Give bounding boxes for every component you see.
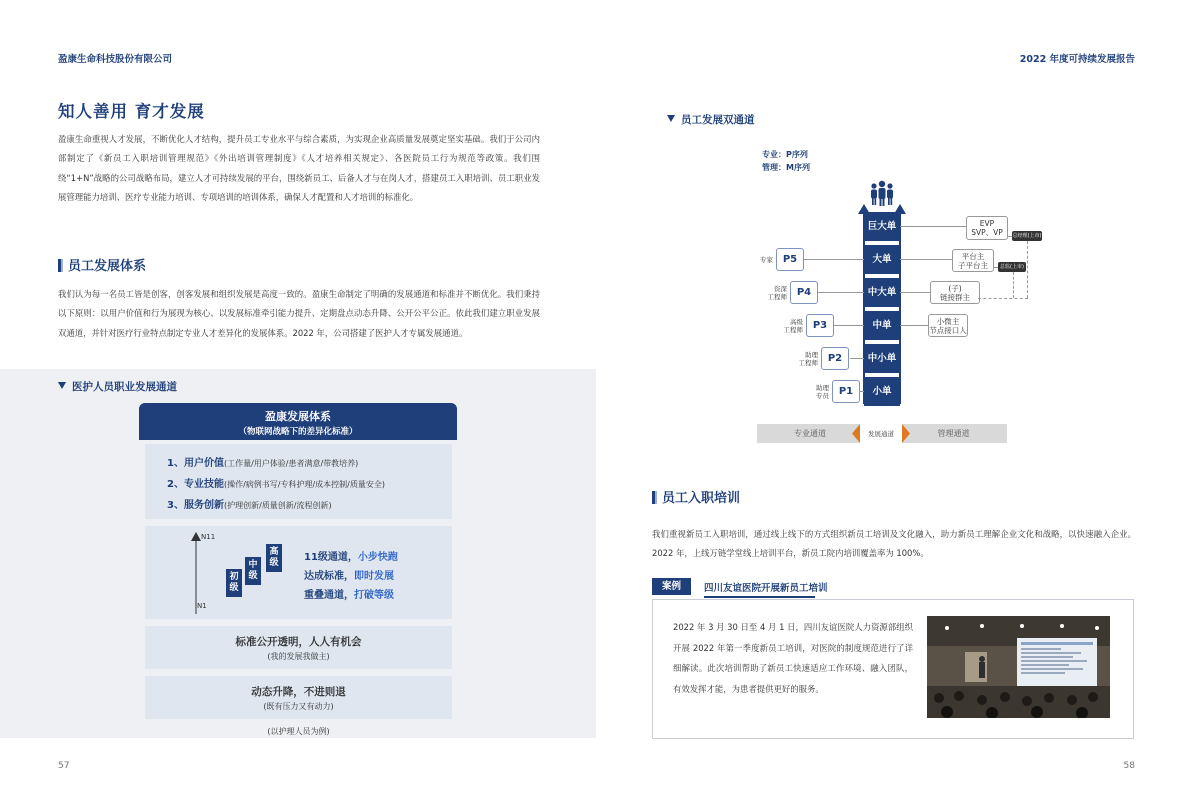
slogan-a: 11级通道， bbox=[304, 552, 358, 563]
value-item bbox=[167, 496, 452, 511]
transparency-sub: (我的发展我做主) bbox=[267, 652, 330, 661]
m-box: (子) 链接群主 bbox=[930, 281, 980, 304]
nurse-career-heading-text: 医护人员职业发展通道 bbox=[72, 381, 177, 393]
value-label: 3、服务创新 bbox=[167, 500, 224, 511]
ladder-box bbox=[145, 526, 452, 619]
slogan-b: 即时发展 bbox=[354, 571, 394, 582]
people-icon bbox=[869, 180, 895, 206]
company-name: 盈康生命科技股份有限公司 bbox=[58, 54, 173, 65]
step-middle: 中级 bbox=[245, 557, 261, 585]
dashed-connector bbox=[1027, 241, 1028, 298]
dual-channel-heading-text: 员工发展双通道 bbox=[681, 114, 755, 126]
dashed-connector bbox=[994, 267, 998, 268]
section-title: 员工入职培训 bbox=[662, 491, 741, 506]
m-box: 平台主 子平台主 bbox=[952, 249, 994, 272]
slogan-line bbox=[304, 586, 398, 605]
axis-bottom-label: N1 bbox=[197, 602, 207, 610]
onboarding-paragraph: 我们重视新员工入职培训，通过线上线下的方式组织新员工培训及文化融入，助力新员工理解企业文化和战略，以快速融入企业。2022 年，上线万链学堂线上培训平台，新员工院内培训覆盖率为 100%。 bbox=[652, 529, 1136, 559]
intro-paragraph: 盈康生命重视人才发展，不断优化人才结构，提升员工专业水平与综合素质，为实现企业高质量发展奠定坚实基础。我们于公司内部制定了《新员工入职培训管理规范》《外出培训管理制度》《人才培养相关规定》、各医院员工行为规范等政策。我们围绕“1+N”战略的公司战略布局，建立人才可持续发展的平台，围绕新员工、后备人才与在岗人才，搭建员工入职培训、员工职业发展管理能力培训、医疗专业能力培训、专项培训的培训体系，确保人才配置和人才培训的标准化。 bbox=[58, 134, 540, 202]
step-senior: 高级 bbox=[266, 544, 282, 572]
connector-line bbox=[817, 292, 864, 293]
level-cell: 大单 bbox=[864, 245, 900, 274]
transparency-box bbox=[145, 626, 452, 669]
value-detail: (护理创新/质量创新/流程创新) bbox=[223, 501, 332, 510]
dashed-connector bbox=[978, 298, 1028, 299]
level-cell: 中大单 bbox=[864, 278, 900, 307]
p-label: 专家 bbox=[760, 256, 773, 264]
triangle-down-icon bbox=[58, 382, 66, 389]
transparency-title: 标准公开透明，人人有机会 bbox=[235, 636, 362, 648]
channel-mgmt-label: 管理通道 bbox=[937, 429, 970, 438]
m-box: 小微主 节点接口人 bbox=[928, 314, 968, 337]
example-note: (以护理人员为例) bbox=[267, 727, 330, 736]
section-bar-icon bbox=[652, 491, 655, 504]
connector-line bbox=[850, 358, 864, 359]
badge-top: 总经理(上市) bbox=[1012, 233, 1042, 239]
step-junior: 初级 bbox=[226, 569, 242, 597]
dual-channel-heading bbox=[667, 112, 755, 127]
ladder-slogans bbox=[304, 548, 398, 605]
slogan-a: 重叠通道， bbox=[304, 590, 354, 601]
value-detail: (工作量/用户体验/患者满意/带教培养) bbox=[223, 459, 359, 468]
training-photo bbox=[927, 616, 1110, 718]
case-tag: 案例 bbox=[652, 578, 691, 595]
value-item bbox=[167, 454, 452, 469]
report-title: 2022 年度可持续发展报告 bbox=[1019, 54, 1135, 65]
value-item bbox=[167, 475, 452, 490]
level-cell: 巨大单 bbox=[864, 212, 900, 241]
system-header bbox=[139, 403, 457, 440]
channel-pro-label: 专业通道 bbox=[794, 429, 826, 438]
p-box-p5: P5 bbox=[776, 248, 804, 271]
dynamic-sub: (既有压力又有动力) bbox=[263, 702, 334, 711]
connector-line bbox=[900, 292, 930, 293]
dashed-connector bbox=[1013, 272, 1014, 298]
values-box bbox=[145, 444, 452, 519]
dynamic-box bbox=[145, 676, 452, 719]
value-label: 1、用户价值 bbox=[167, 458, 224, 469]
dynamic-title: 动态升降，不进则退 bbox=[251, 686, 346, 698]
section-title: 员工发展体系 bbox=[68, 259, 147, 274]
badge-mid: 总监(上市) bbox=[998, 262, 1026, 272]
p-box-p2: P2 bbox=[821, 347, 849, 370]
slogan-line bbox=[304, 548, 398, 567]
section-onboarding bbox=[652, 487, 740, 506]
case-title-underline bbox=[704, 596, 815, 598]
p-label: 高级 工程师 bbox=[783, 318, 803, 334]
p-label: 资深 工程师 bbox=[767, 285, 787, 301]
connector-line bbox=[804, 259, 864, 260]
connector-line bbox=[900, 259, 952, 260]
slogan-a: 达成标准， bbox=[304, 571, 354, 582]
case-text: 2022 年 3 月 30 日至 4 月 1 日，四川友谊医院人力资源部组织开展 2022 年第一季度新员工培训，对医院的制度规范进行了详细解读。此次培训帮助了新员工快速适应工作环境、融入团队，有效发挥才能，为患者提供更好的服务。 bbox=[673, 622, 913, 694]
slogan-b: 打破等级 bbox=[354, 590, 394, 601]
axis-top-label: N11 bbox=[201, 533, 216, 541]
m-box: EVP SVP、VP bbox=[966, 216, 1008, 240]
dashed-connector bbox=[1008, 236, 1012, 237]
connector-line bbox=[834, 325, 864, 326]
system-title: 盈康发展体系 bbox=[265, 410, 331, 423]
slogan-b: 小步快跑 bbox=[357, 552, 398, 563]
level-cell: 小单 bbox=[864, 377, 900, 406]
level-cell: 中单 bbox=[864, 311, 900, 340]
connector-line bbox=[860, 391, 864, 392]
page-number-right: 58 bbox=[1123, 761, 1135, 771]
channel-center-label: 发展通道 bbox=[868, 430, 894, 438]
level-cell: 中小单 bbox=[864, 344, 900, 373]
triangle-down-icon bbox=[667, 115, 675, 122]
connector-line bbox=[900, 226, 966, 227]
page-number-left: 57 bbox=[58, 761, 70, 771]
value-detail: (操作/病例书写/专科护理/成本控制/质量安全) bbox=[223, 480, 385, 489]
slogan-line bbox=[304, 567, 398, 586]
p-box-p4: P4 bbox=[790, 281, 818, 304]
legend-pro: 专业：P序列 bbox=[762, 150, 808, 159]
system-subtitle: （物联网战略下的差异化标准） bbox=[238, 427, 358, 437]
section-bar-icon bbox=[58, 259, 61, 272]
p-label: 助理 专员 bbox=[816, 384, 829, 400]
development-paragraph: 我们认为每一名员工皆是创客，创客发展和组织发展是高度一致的。盈康生命制定了明确的发展通道和标准并不断优化。我们秉持以下原则：以用户价值和行为展现为核心、以发展标准牵引能力提升、定期盘点动态升降、公开公平公正。依此我们建立职业发展双通道，并针对医疗行业特点制定专业人才差异化的发展体系。2022 年，公司搭建了医护人才专属发展通道。 bbox=[58, 289, 540, 338]
nurse-career-heading bbox=[58, 379, 177, 394]
p-label: 助理 工程师 bbox=[798, 351, 818, 367]
p-box-p1: P1 bbox=[832, 380, 860, 403]
legend-mgmt: 管理：M序列 bbox=[762, 163, 810, 172]
connector-line bbox=[900, 325, 928, 326]
value-label: 2、专业技能 bbox=[167, 479, 224, 490]
p-box-p3: P3 bbox=[806, 314, 834, 337]
page-title: 知人善用 育才发展 bbox=[58, 102, 205, 121]
section-employee-development bbox=[58, 255, 146, 274]
case-title: 四川友谊医院开展新员工培训 bbox=[704, 583, 828, 594]
